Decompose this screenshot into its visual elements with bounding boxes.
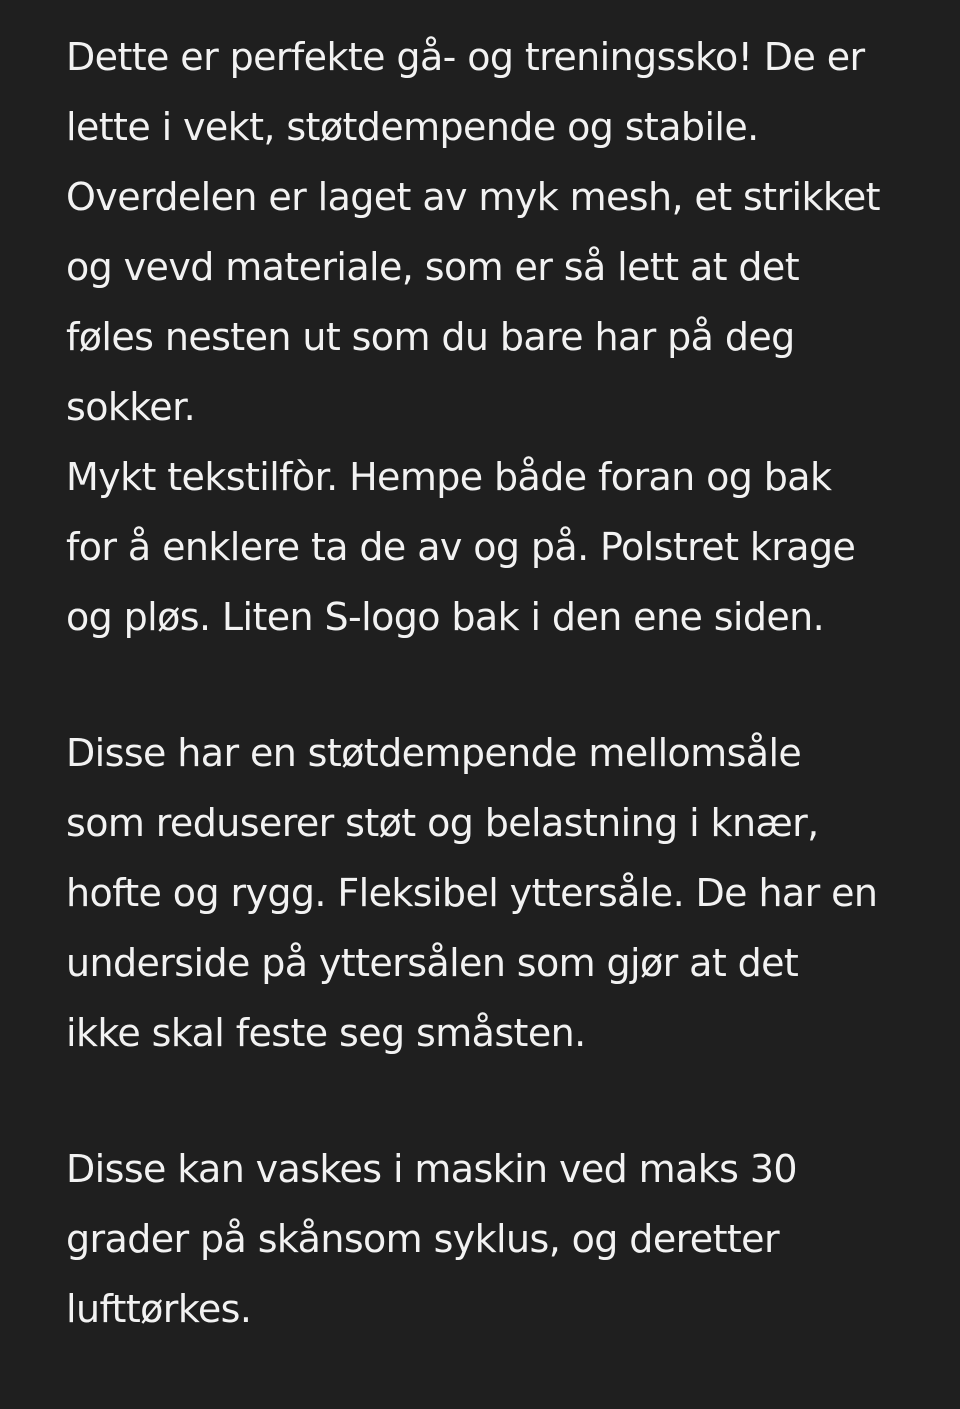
description-paragraph-care (66, 1134, 946, 1344)
text-line: hofte og rygg. Fleksibel yttersåle. De har en (66, 871, 878, 915)
text-line: Disse har en støtdempende mellomsåle (66, 731, 802, 775)
text-line: Mykt tekstilfòr. Hempe både foran og bak (66, 455, 832, 499)
text-line: ikke skal feste seg småsten. (66, 1011, 586, 1055)
paragraph-spacer (66, 652, 946, 718)
product-description (66, 22, 946, 1344)
text-line: for å enklere ta de av og på. Polstret krage (66, 525, 856, 569)
text-line: som reduserer støt og belastning i knær, (66, 801, 819, 845)
text-line: Dette er perfekte gå- og treningssko! De er (66, 35, 865, 79)
description-paragraph-sole (66, 718, 946, 1068)
text-line: Overdelen er laget av myk mesh, et strikket (66, 175, 880, 219)
text-line: Disse kan vaskes i maskin ved maks 30 (66, 1147, 798, 1191)
text-line: føles nesten ut som du bare har på deg (66, 315, 795, 359)
text-line: grader på skånsom syklus, og deretter (66, 1217, 779, 1261)
paragraph-spacer (66, 1068, 946, 1134)
text-line: underside på yttersålen som gjør at det (66, 941, 799, 985)
text-line: og vevd materiale, som er så lett at det (66, 245, 800, 289)
text-line: og pløs. Liten S-logo bak i den ene siden. (66, 595, 825, 639)
text-line: sokker. (66, 385, 196, 429)
description-paragraph-materials (66, 22, 946, 652)
text-line: lette i vekt, støtdempende og stabile. (66, 105, 759, 149)
text-line: lufttørkes. (66, 1287, 252, 1331)
